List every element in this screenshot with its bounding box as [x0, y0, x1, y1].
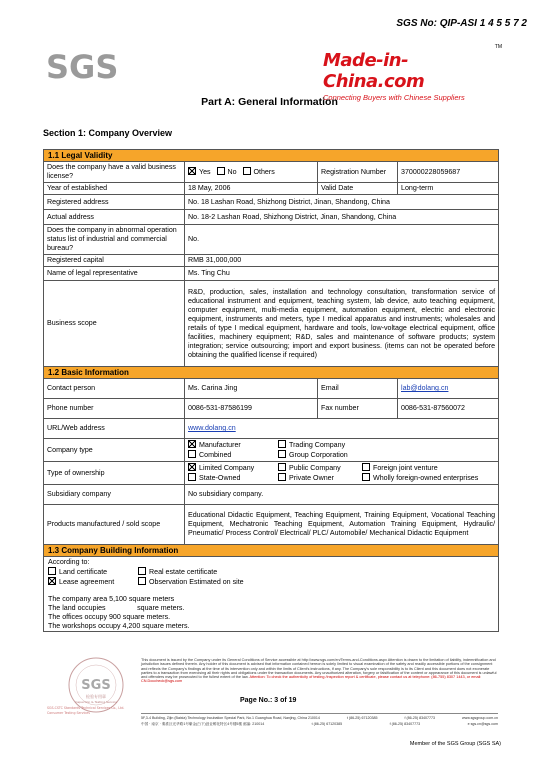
business-scope: R&D, production, sales, installation and technology consultation, transformation service of educational instrument and equipment, teaching system, lab device, auto teaching equipment, computer equipment, multi-media equipment, automation equipment, electric and electronic equipment, instruments and meters, type I medical apparatus and instruments; wholesales and retails of type I medical equipment, hardware and tools, low-voltage electrical equipment, office facilities, machinery equipment; R&D, sales and maintenance of software products; system integration; service outsourcing; import and export business. (items can not be operated before obtaining the qualified license if required) — [185, 281, 499, 367]
company-overview-table — [43, 149, 499, 632]
checkbox-icon — [188, 450, 196, 458]
table-row — [44, 419, 499, 439]
checkbox-checked-icon — [188, 463, 196, 471]
checkbox-icon — [278, 463, 286, 471]
table-row — [44, 267, 499, 281]
table-row — [44, 379, 499, 399]
table-row — [44, 210, 499, 225]
stamp-left-line2: Consumer Testing Services — [47, 711, 90, 715]
mic-trademark: TM — [494, 44, 502, 50]
member-text: Member of the SGS Group (SGS SA) — [409, 741, 501, 747]
legal-rep: Ms. Ting Chu — [185, 267, 499, 281]
company-type-label: Company type — [44, 439, 185, 462]
stamp-left-line1: SGS-CSTC Standards Technical Services Co., Ltd. — [47, 706, 125, 710]
table-row — [44, 505, 499, 545]
basic-info-header: 1.2 Basic Information — [44, 367, 499, 379]
checkbox-icon — [48, 567, 56, 575]
reg-number-label: Registration Number — [318, 162, 398, 183]
table-row — [44, 183, 499, 195]
table-row — [44, 281, 499, 367]
section-title: Section 1: Company Overview — [43, 128, 173, 138]
checkbox-checked-icon — [188, 167, 196, 175]
checkbox-checked-icon — [48, 577, 56, 585]
legal-rep-label: Name of legal representative — [44, 267, 185, 281]
land-area: The land occupies square meters. — [48, 603, 185, 612]
email-link[interactable]: lab@dolang.cn — [401, 384, 449, 392]
table-row — [44, 439, 499, 462]
company-address: 5F,3-4 Building, Zijin (Baixia) Technology Incubation Special Park, No.1 Guanghua Road, Nanjing, China 210014 t (86-25) 67120385 f (86-25) 83407773 www.sgsgroup.com.cn 中国 · 南京 · 秦淮区光华路1号紫金(白下)创业孵化特区4号楼5楼 邮编: 210014 t (86-25) 67120385 f (86-25) 83407773 e sgs.cn@sgs.com — [141, 713, 498, 727]
actual-address: No. 18-2 Lashan Road, Shizhong District, Jinan, Shandong, China — [185, 210, 499, 225]
checkbox-icon — [278, 473, 286, 481]
mic-brand-name: Made-in-China.com — [323, 50, 425, 92]
ownership-label: Type of ownership — [44, 462, 185, 485]
table-row — [44, 485, 499, 505]
abnormal-value: No. — [185, 225, 499, 255]
reg-address: No. 18 Lashan Road, Shizhong District, Jinan, Shandong, China — [185, 195, 499, 210]
checkbox-icon — [362, 463, 370, 471]
checkbox-icon — [138, 577, 146, 585]
checkbox-icon — [278, 440, 286, 448]
checkbox-icon — [362, 473, 370, 481]
license-question: Does the company have a valid business license? — [44, 162, 185, 183]
legal-validity-header: 1.1 Legal Validity — [44, 150, 499, 162]
checkbox-checked-icon — [188, 440, 196, 448]
stamp-line1: 检验专用章 — [86, 694, 106, 699]
mic-tagline: Connecting Buyers with Chinese Suppliers — [323, 93, 465, 102]
table-row — [44, 195, 499, 210]
contact-label: Contact person — [44, 379, 185, 399]
part-title: Part A: General Information — [201, 96, 338, 108]
company-type-options: Manufacturer Trading Company Combined Group Corporation — [185, 439, 499, 462]
fax-value: 0086-531-87560072 — [398, 399, 499, 419]
valid-date-label: Valid Date — [318, 183, 398, 195]
sgs-logo: SGS — [46, 48, 119, 86]
ownership-options: Limited Company Public Company Foreign joint venture State-Owned Private Owner Wholly foreign-owned enterprises — [185, 462, 499, 485]
checkbox-icon — [278, 450, 286, 458]
page-number: Page No.: 3 of 19 — [240, 697, 297, 704]
abnormal-label: Does the company in abnormal operation status list of industrial and commercial bureau? — [44, 225, 185, 255]
scope-label: Business scope — [44, 281, 185, 367]
office-area: The offices occupy 900 square meters. — [48, 613, 171, 622]
year-label: Year of established — [44, 183, 185, 195]
website-link[interactable]: www.dolang.cn — [188, 424, 236, 432]
actual-address-label: Actual address — [44, 210, 185, 225]
subsidiary-label: Subsidiary company — [44, 485, 185, 505]
phone-value: 0086-531-87586199 — [185, 399, 318, 419]
building-info-body: According to: Land certificate Real estate certificate Lease agreement Observation Estimated on site The company area 5,100 square meters The land occupies square meters. The offices occupy 900 square meters. The workshops occupy 4,200 square meters. — [44, 557, 499, 632]
table-row — [44, 255, 499, 267]
table-row — [44, 557, 499, 632]
valid-date: Long-term — [398, 183, 499, 195]
authenticity-notice: Attention: To check the authenticity of testing /inspection report & certificate, please contact us at telephone: (86-755) 8307 1443, or email: CN.Doccheck@sgs.com — [141, 675, 482, 684]
url-label: URL/Web address — [44, 419, 185, 439]
reg-number: 370000228059687 — [398, 162, 499, 183]
products-label: Products manufactured / sold scope — [44, 505, 185, 545]
made-in-china-logo — [323, 44, 502, 102]
checkbox-icon — [138, 567, 146, 575]
building-info-header: 1.3 Company Building Information — [44, 545, 499, 557]
checkbox-icon — [188, 473, 196, 481]
reg-address-label: Registered address — [44, 195, 185, 210]
capital-label: Registered capital — [44, 255, 185, 267]
legal-disclaimer: This document is issued by the Company under its General Conditions of Service accessible at http://www.sgs.com/en/Terms-and-Conditions.aspx Attention is drawn to the limitation of liability, indemnification and jurisdiction issues defined therein. Any holder of this document is advised that information contained hereon is solely limited to visual examination of the safety and readily accessible portions of the consignment and reflects the Company's findings at the time of its intervention only and within the limits of Client's instructions, if any. The Company's sole responsibility is to its Client and this document does not exonerate parties to a transaction from exercising all their rights and obligations under the transaction documents. Any unauthorized alteration, forgery or falsification of the content or appearance of this document is unlawful and offenders may be prosecuted to the fullest extent of the law. Attention: To check the authenticity of testing /inspection report & certificate, please contact us at telephone: (86-755) 8307 1443, or email: CN.Doccheck@sgs.com — [141, 658, 497, 684]
capital-value: RMB 31,000,000 — [185, 255, 499, 267]
checkbox-icon — [217, 167, 225, 175]
phone-label: Phone number — [44, 399, 185, 419]
license-options: Yes No Others — [185, 162, 318, 183]
email-label: Email — [318, 379, 398, 399]
year-value: 18 May, 2006 — [185, 183, 318, 195]
table-row — [44, 225, 499, 255]
contact-value: Ms. Carina Jing — [185, 379, 318, 399]
stamp-line2: Inspection & Testing Service — [74, 700, 118, 704]
products-value: Educational Didactic Equipment, Teaching Equipment, Training Equipment, Vocational Teaching Equipment, Mechatronic Teaching Equipment, Automation Training Equipment, Hydraulic/ Pneumatic/ Process Control/ Electrical/ PLC/ Automobile/ Mechanical Didactic Equipment — [185, 505, 499, 545]
table-row — [44, 399, 499, 419]
sgs-stamp — [46, 655, 134, 715]
stamp-logo-text: SGS — [81, 678, 111, 693]
checkbox-icon — [243, 167, 251, 175]
table-row — [44, 162, 499, 183]
fax-label: Fax number — [318, 399, 398, 419]
sgs-report-number: SGS No: QIP-ASI 1 4 5 5 7 2 — [396, 18, 527, 29]
table-row — [44, 462, 499, 485]
company-area: The company area 5,100 square meters — [48, 594, 175, 603]
workshop-area: The workshops occupy 4,200 square meters. — [48, 622, 190, 631]
subsidiary-value: No subsidiary company. — [185, 485, 499, 505]
